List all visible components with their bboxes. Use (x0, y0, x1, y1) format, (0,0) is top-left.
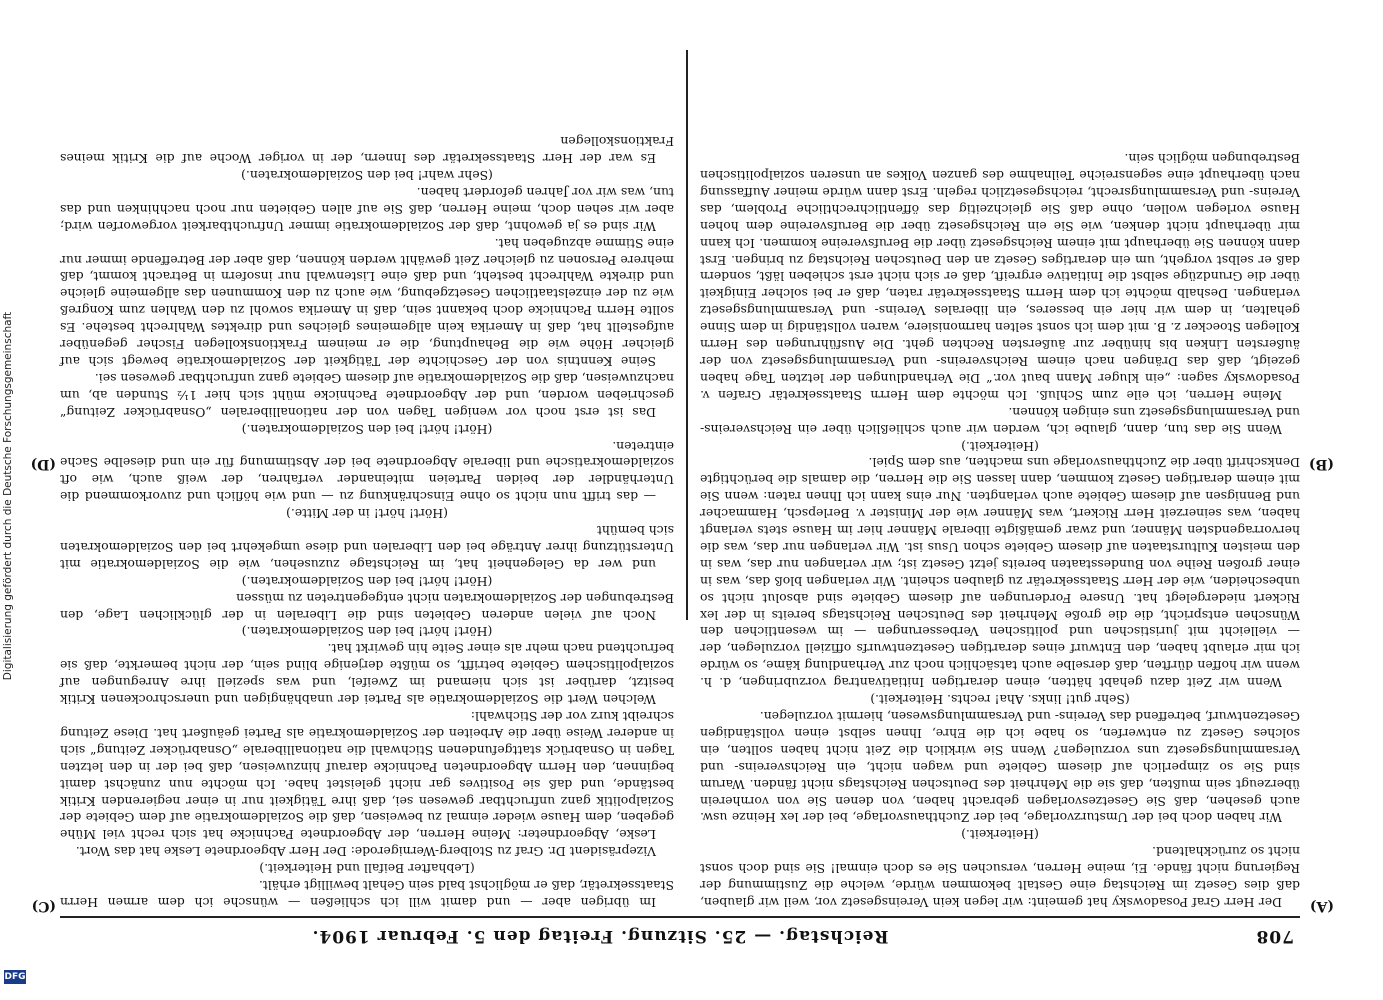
page-number: 708 (1255, 926, 1294, 946)
left-column-paragraph: (Heiterkeit.) (961, 438, 1039, 454)
right-column-paragraph: (Hört! hört! bei den Sozialdemokraten.) (241, 421, 493, 437)
header-rule (60, 916, 1300, 918)
page-title: Reichstag. — 25. Sitzung. Freitag den 5. Februar 1904. (311, 926, 889, 946)
right-column-paragraph: (Lebhafter Beifall und Heiterkeit.) (259, 861, 475, 877)
left-column-paragraph: Meine Herren, ich eile zum Schluß. Ich möchte dem Herrn Staatssekretär Grafen v. Posadowsky sagen: „ein kluger Mann baut vor.“ Die Verhandlungen der letzten Tage haben gezeigt, daß das Drängen nach einem Reichsvereins- und Versammlungsgesetz von der äußersten Linken bis hinüber zur äußersten Rechten geht. Die Ausführungen des Herrn Kollegen Stoecker z. B. mit dem ich sonst selten harmonisiere, waren vollständig in dem Sinne gehalten, in dem wir hier ein besseres, ein liberales Vereins- und Versammlungsgesetz verlangen. Deshalb möchte ich dem Herrn Staatssekretär raten, daß er bei solcher Einigkeit über die Grundzüge selbst die Initiative ergreift, daß er sich nicht erst schieben läßt, sondern daß er selbst vorgeht, um ein derartiges Gesetz an den Deutschen Reichstag zu bringen. Erst dann können Sie überhaupt mit einem Reichsgesetz über die Berufsvereine kommen. Ich kann mir überhaupt nicht denken, wie Sie ein Reichsgesetz über die Berufsvereine dem hohen Hause vorlegen wollen, ohne daß Sie gleichzeitig das öffentlichrechtliche Problem, das Vereins- und Versammlungsrecht, reichsgesetzlich regeln. Erst dann würde meiner Auffassung nach überhaupt eine segensreiche Teilnahme des ganzen Volkes an unseren sozialpolitischen Bestrebungen möglich sein. (700, 151, 1300, 403)
left-column (700, 149, 1300, 910)
left-column-paragraph: Der Herr Graf Posadowsky hat gemeint: wir legen kein Vereinsgesetz vor, weil wir glauben, daß dies Gesetz im Reichstag eine Gestalt bekommen würde, welche die Zustimmung der Regierung nicht fände. Ei, meine Herren, versuchen Sie es doch einmal! Sie sind doch sonst nicht so zurückhaltend. (700, 844, 1300, 910)
right-column-paragraph: (Hört! hört! in der Mitte.) (286, 506, 448, 522)
right-column-paragraph: — das trifft nun nicht so ohne Einschränkung zu — und wie höflich und zuvorkommend die Unterhändler der beiden Parteien miteinander verfahren, der weiß auch, wie oft sozialdemokratische und liberale Abgeordnete bei der Abstimmung für ein und dieselbe Sache eintreten. (60, 438, 674, 505)
right-column-paragraph: Im übrigen aber — und damit will ich schließen — wünsche ich dem armen Herrn Staatssekretär, daß er möglichst bald sein Gehalt bewilligt erhält. (60, 878, 674, 910)
margin-letter-b: (B) (1308, 456, 1334, 472)
left-column-paragraph: Wenn wir Zeit dazu gehabt hätten, einen derartigen Initiativantrag vorzubringen, d. h. wenn wir hoffen dürften, daß derselbe auch tatsächlich noch zur Verhandlung käme, so würde ich mir erlaubt haben, den Entwurf eines derartigen Gesetzentwurfs offiziell vorzulegen, der — vielleicht mit juristischen und politischen Verbesserungen — im wesentlichen den Wünschen entspricht, die die große Mehrheit des Deutschen Reichstags bereits in der lex Rickert niedergelegt hat. Unsere Forderungen auf diesem Gebiete sind absolut nicht so unbescheiden, wie der Herr Staatssekretär zu glauben scheint. Wir verlangen bloß das, was in einer großen Reihe von Bundesstaaten bereits jetzt Gesetz ist; wir verlangen nur das, was in den meisten Kulturstaaten auf diesem Gebiete schon Usus ist. Wir verlangen nur das, was die hervorragendsten Männer, und zwar gemäßigte liberale Männer hier im Hause stets verlangt haben, was seinerzeit Herr Rickert, was Männer wie der Minister v. Berlepsch, Hammacher und Bennigsen auf diesem Gebiete auch verlangten. Nur eins kann ich Ihnen raten: wenn Sie mit einem derartigen Gesetz kommen, dann lassen Sie die Herren, die damals die berüchtigte Denkschrift über die Zuchthausvorlage uns machten, aus dem Spiel. (700, 455, 1300, 691)
right-column-paragraph: Das ist erst noch vor wenigen Tagen von der nationalliberalen „Osnabrücker Zeitung“ geschrieben worden, und der Abgeordnete Pachnicke müht sich hier 1½ Stunden ab, um nachzuweisen, daß die Sozialdemokratie auf diesem Gebiete ganz unfruchtbar gewesen sei. (60, 370, 674, 420)
right-column-paragraph: Es war der Herr Staatssekretär des Innern, der in voriger Woche auf die Kritik meines Fraktionskollegen (60, 134, 674, 167)
page-header (60, 920, 1300, 950)
newspaper-page (30, 50, 1334, 950)
column-divider (686, 50, 688, 620)
right-column-paragraph: (Sehr wahr! bei den Sozialdemokraten.) (241, 168, 493, 184)
left-column-paragraph: (Heiterkeit.) (961, 827, 1039, 843)
right-column-paragraph: Leske, Abgeordneter: Meine Herren, der Abgeordnete Pachnicke hat sich recht viel Mühe gegeben, dem Hause wieder einmal zu beweisen, daß die Sozialdemokratie auf dem Gebiete der Sozialpolitik ganz unfruchtbar gewesen sei, daß ihre Tätigkeit nur in einer negierenden Kritik bestände, und daß sie Positives gar nicht geleistet habe. Ich möchte nun zunächst damit beginnen, den Herrn Abgeordneten Pachnicke darauf hinzuweisen, daß bei der in den letzten Tagen in Osnabrück stattgefundenen Stichwahl die nationalliberale „Osnabrücker Zeitung“ sich in anderer Weise über die Arbeiten der Sozialdemokratie als Partei geäußert hat. Diese Zeitung schreibt kurz vor der Stichwahl: (60, 709, 674, 843)
digitization-footer (2, 0, 24, 1000)
right-column-paragraph: Welchen Wert die Sozialdemokratie als Partei der unabhängigen und unerschrockenen Kritik besitzt, darüber ist sich niemand im Zweifel, und was speziell ihre Anregungen auf sozialpolitischem Gebiete betrifft, so müßte derjenige blind sein, der nicht bemerkte, daß sie befruchtend nach mehr als einer Seite hin gewirkt hat. (60, 641, 674, 708)
left-column-paragraph: Wir haben doch bei der Umsturzvorlage, bei der Zuchthausvorlage, bei der lex Heinze usw. auch gesehen, daß Sie Gesetzesvorlagen gebracht haben, von denen Sie von vornherein überzeugt sein mußten, daß sie die Mehrheit des Deutschen Reichstags nicht fänden. Warum sind Sie so zimperlich auf diesem Gebiete und wagen nicht, ein Reichsvereins- und Versammlungsgesetz uns vorzulegen? Wenn Sie wirklich die Zeit nicht haben sollten, ein solches Gesetz zu entwerfen, so habe ich die Ehre, Ihnen selbst einen vollständigen Gesetzentwurf, betreffend das Vereins- und Versammlungswesen, hiermit vorzulegen. (700, 709, 1300, 826)
right-column (60, 132, 674, 910)
footer-text: Digitalisierung gefördert durch die Deutsche Forschungsgemeinschaft (2, 311, 14, 681)
right-column-paragraph: Noch auf vielen anderen Gebieten sind die Liberalen in der glücklichen Lage, den Bestrebungen der Sozialdemokraten nicht entgegentreten zu müssen (60, 590, 674, 623)
right-column-paragraph: und wer da Gelegenheit hat, im Reichstage zuzusehen, wie die Sozialdemokratie mit Unterstützung ihrer Anträge bei den Liberalen und diese umgekehrt bei den Sozialdemokraten sich bemüht (60, 523, 674, 572)
margin-letter-d: (D) (30, 456, 56, 472)
right-column-paragraph: (Hört! hört! bei den Sozialdemokraten.) (241, 624, 493, 640)
left-column-paragraph: Wenn Sie das tun, dann, glaube ich, werden wir auch schließlich über ein Reichsvereins- und Versammlungsgesetz uns einigen können. (700, 404, 1300, 437)
right-column-paragraph: Seine Kenntnis von der Geschichte der Tätigkeit der Sozialdemokratie bewegt sich auf gleicher Höhe wie die Behauptung, die er meinem Fraktionskollegen Fischer gegenüber aufgestellt hat, daß in Amerika kein allgemeines gleiches und direktes Wahlrecht bestehe. Es sollte Herrn Pachnicke doch bekannt sein, daß in Amerika sowohl zu den Wahlen zum Kongreß wie zu der einzelstaatlichen Gesetzgebung, wie auch zu den Kommunen das allgemeine gleiche und direkte Wahlrecht besteht, und daß eine Listenwahl nur insofern in Betracht kommt, daß mehrere Personen zu gleicher Zeit gewählt werden können, daß aber der Betreffende immer nur eine Stimme abzugeben hat. (60, 235, 674, 369)
dfg-logo: DFG (4, 972, 26, 982)
margin-letter-c: (C) (31, 898, 56, 914)
left-column-paragraph: (Sehr gut! links. Aha! rechts. Heiterkeit.) (870, 692, 1130, 708)
margin-letter-a: (A) (1309, 898, 1334, 914)
right-column-paragraph: Vizepräsident Dr. Graf zu Stolberg-Wernigerode: Der Herr Abgeordnete Leske hat das Wort. (75, 844, 656, 860)
right-column-paragraph: (Hört! hört! bei den Sozialdemokraten.) (241, 573, 493, 589)
right-column-paragraph: Wir sind es ja gewohnt, daß der Sozialdemokratie immer Unfruchtbarkeit vorgeworfen wird; aber wir sehen doch, meine Herren, daß Sie auf allen Gebieten nur noch nachhinken und das tun, was wir vor Jahren gefordert haben. (60, 184, 674, 234)
